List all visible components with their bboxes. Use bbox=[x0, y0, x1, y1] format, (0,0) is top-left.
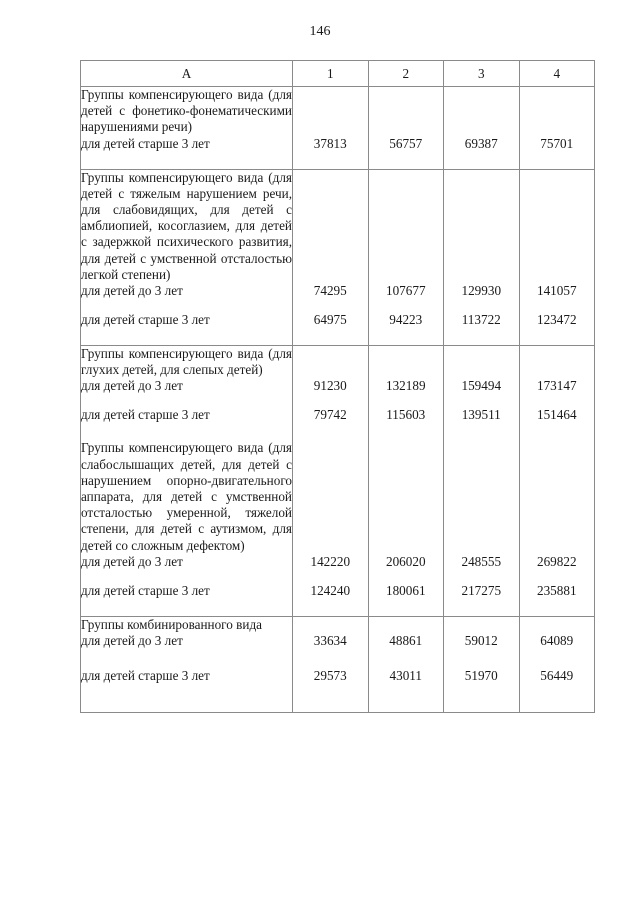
group-title: Группы компенсирующего вида (для слабослышащих детей, для детей с нарушением опорно-двигательного аппарата, для детей с умственной отсталостью умеренной, тяжелой степени, для детей с аутизмом, для детей со сложным дефектом) bbox=[81, 440, 292, 553]
row-label: для детей старше 3 лет bbox=[81, 136, 293, 170]
column-header: 1 bbox=[293, 61, 369, 87]
group-title: Группы компенсирующего вида (для детей с тяжелым нарушением речи, для слабовидящих, для детей с амблиопией, косоглазием, для детей с задержкой психического развития, для детей с умственной отсталостью легкой степени) bbox=[81, 169, 292, 282]
row-label: для детей старше 3 лет bbox=[81, 407, 293, 440]
row-label: для детей до 3 лет bbox=[81, 633, 293, 662]
group-title-row bbox=[81, 440, 595, 553]
group-title: Группы компенсирующего вида (для детей с фонетико-фонематическими нарушениями речи) bbox=[81, 87, 292, 135]
cell-value: 74295 bbox=[293, 283, 369, 312]
table-row bbox=[81, 662, 595, 713]
cell-value: 142220 bbox=[293, 554, 369, 583]
cell-value: 43011 bbox=[368, 662, 444, 713]
group-title-row bbox=[81, 87, 595, 136]
cell-value: 69387 bbox=[444, 136, 520, 170]
cell-value: 29573 bbox=[293, 662, 369, 713]
cell-value: 206020 bbox=[368, 554, 444, 583]
cell-value: 217275 bbox=[444, 583, 520, 617]
row-label: для детей до 3 лет bbox=[81, 378, 293, 407]
group-title: Группы комбинированного вида bbox=[81, 616, 293, 633]
cell-value: 56757 bbox=[368, 136, 444, 170]
table-row bbox=[81, 378, 595, 407]
page-number: 146 bbox=[309, 24, 331, 39]
cell-value: 123472 bbox=[519, 312, 595, 346]
cell-value: 269822 bbox=[519, 554, 595, 583]
cell-value: 91230 bbox=[293, 378, 369, 407]
cell-value: 235881 bbox=[519, 583, 595, 617]
cell-value: 113722 bbox=[444, 312, 520, 346]
cell-value: 64089 bbox=[519, 633, 595, 662]
row-label: для детей старше 3 лет bbox=[81, 312, 293, 346]
table-row bbox=[81, 283, 595, 312]
cell-value: 124240 bbox=[293, 583, 369, 617]
cell-value: 79742 bbox=[293, 407, 369, 440]
group-title: Группы компенсирующего вида (для глухих детей, для слепых детей) bbox=[81, 346, 292, 378]
table-row bbox=[81, 554, 595, 583]
cell-value: 159494 bbox=[444, 378, 520, 407]
table-row bbox=[81, 312, 595, 346]
row-label: для детей старше 3 лет bbox=[81, 583, 293, 617]
cell-value: 37813 bbox=[293, 136, 369, 170]
table-row bbox=[81, 407, 595, 440]
cell-value: 141057 bbox=[519, 283, 595, 312]
row-label: для детей до 3 лет bbox=[81, 283, 293, 312]
column-header: 4 bbox=[519, 61, 595, 87]
cell-value: 139511 bbox=[444, 407, 520, 440]
table-row bbox=[81, 136, 595, 170]
group-title-row bbox=[81, 346, 595, 379]
table-header-row bbox=[81, 61, 595, 87]
table-row bbox=[81, 583, 595, 617]
group-title-row bbox=[81, 616, 595, 633]
cell-value: 75701 bbox=[519, 136, 595, 170]
cell-value: 33634 bbox=[293, 633, 369, 662]
column-header: 3 bbox=[444, 61, 520, 87]
column-header: А bbox=[81, 61, 293, 87]
cell-value: 59012 bbox=[444, 633, 520, 662]
cell-value: 48861 bbox=[368, 633, 444, 662]
group-title-row bbox=[81, 169, 595, 283]
cell-value: 180061 bbox=[368, 583, 444, 617]
cell-value: 94223 bbox=[368, 312, 444, 346]
cost-table bbox=[80, 60, 595, 713]
cell-value: 56449 bbox=[519, 662, 595, 713]
cell-value: 151464 bbox=[519, 407, 595, 440]
cell-value: 248555 bbox=[444, 554, 520, 583]
cell-value: 115603 bbox=[368, 407, 444, 440]
row-label: для детей старше 3 лет bbox=[81, 662, 293, 713]
cell-value: 129930 bbox=[444, 283, 520, 312]
cell-value: 51970 bbox=[444, 662, 520, 713]
cell-value: 173147 bbox=[519, 378, 595, 407]
table-row bbox=[81, 633, 595, 662]
cell-value: 64975 bbox=[293, 312, 369, 346]
column-header: 2 bbox=[368, 61, 444, 87]
cell-value: 132189 bbox=[368, 378, 444, 407]
row-label: для детей до 3 лет bbox=[81, 554, 293, 583]
cell-value: 107677 bbox=[368, 283, 444, 312]
